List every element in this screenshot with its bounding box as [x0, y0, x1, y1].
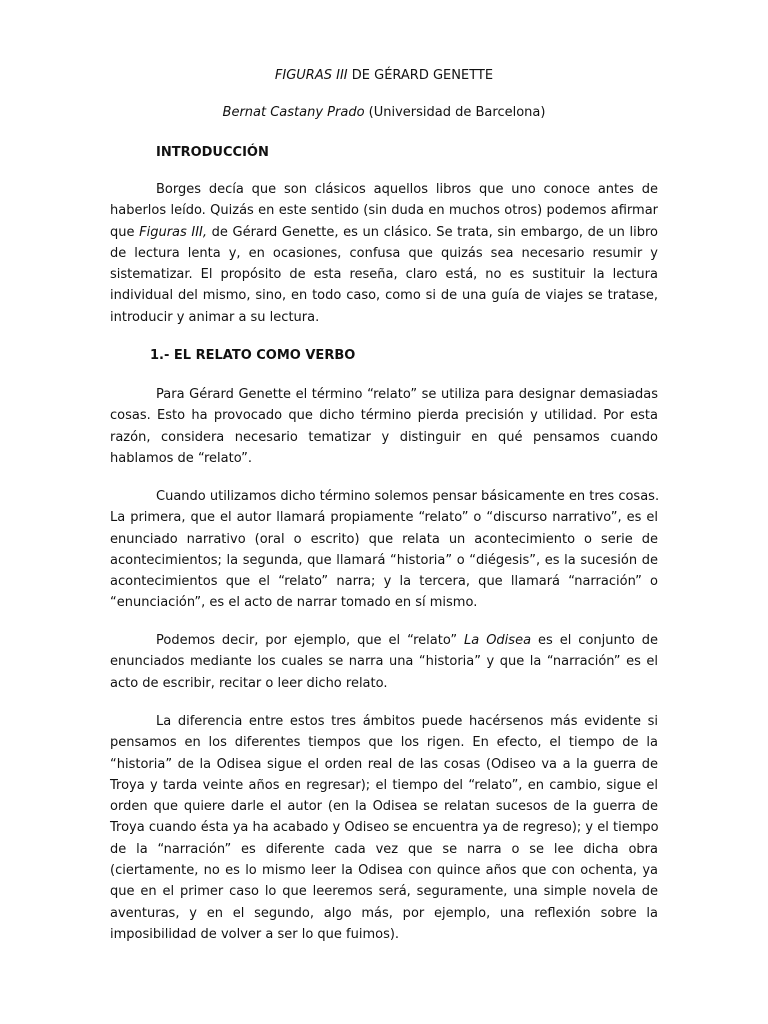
text-line: acontecimientos que el “relato” narra; y la tercera, que llamará “narración” o	[110, 574, 658, 590]
author-name: Bernat Castany Prado	[222, 105, 365, 120]
text-segment: de Gérard Genette, es un clásico. Se trata, sin embargo, de un libro	[207, 224, 659, 240]
text-line: haberlos leído. Quizás en este sentido (sin duda en muchos otros) podemos afirmar	[110, 203, 658, 219]
title-rest: DE GÉRARD GENETTE	[347, 68, 494, 83]
text-line: que en el primer caso lo que leeremos será, seguramente, una simple novela de	[110, 884, 658, 900]
text-line: (ciertamente, no es lo mismo leer la Odisea con quince años que con ochenta, ya	[110, 863, 658, 879]
italic-text: Figuras III,	[139, 224, 208, 240]
paragraph-2	[110, 384, 658, 469]
text-line: de lectura lenta y, en ocasiones, confusa que quizás sea necesario resumir y	[110, 245, 658, 261]
author-line	[110, 104, 658, 122]
text-segment: es el conjunto de	[531, 633, 658, 648]
text-line: pensamos en los diferentes tiempos que los rigen. En efecto, el tiempo de la	[110, 735, 658, 751]
text-line: Borges decía que son clásicos aquellos libros que uno conoce antes de	[156, 182, 658, 197]
paragraph-3	[110, 486, 658, 614]
title-italic: FIGURAS III	[274, 68, 348, 83]
text-line: acontecimientos; la segunda, que llamará “historia” o “diégesis”, es la sucesión de	[110, 552, 658, 568]
text-line: La primera, que el autor llamará propiamente “relato” o “discurso narrativo”, es el	[110, 510, 658, 526]
text-line	[110, 222, 658, 243]
text-line: sistematizar. El propósito de esta reseña, claro está, no es sustituir la lectura	[110, 267, 658, 283]
text-line: razón, considera necesario tematizar y distinguir en qué pensamos cuando	[110, 429, 658, 445]
text-line: individual del mismo, sino, en todo caso, como si de una guía de viajes se tratase,	[110, 288, 658, 304]
text-line: enunciado narrativo (oral o escrito) que relata un acontecimiento o serie de	[110, 531, 658, 547]
italic-text: La Odisea	[464, 633, 532, 648]
paragraph-4	[110, 630, 658, 694]
text-line: Troya y tarda veinte años en regresar); el tiempo del “relato”, en cambio, sigue el	[110, 777, 658, 793]
text-line: cosas. Esto ha provocado que dicho término pierda precisión y utilidad. Por esta	[110, 408, 658, 424]
text-segment: Podemos decir, por ejemplo, que el “relato”	[156, 633, 465, 648]
text-line: imposibilidad de volver a ser lo que fuimos).	[110, 926, 400, 942]
paragraph-5	[110, 711, 658, 945]
text-line: “enunciación”, es el acto de narrar tomado en sí mismo.	[110, 595, 478, 611]
document-title	[110, 67, 658, 85]
heading-section-1: 1.- EL RELATO COMO VERBO	[150, 348, 356, 363]
paragraph-1	[110, 179, 658, 328]
text-line: aventuras, y en el segundo, algo más, por ejemplo, una reflexión sobre la	[110, 905, 658, 921]
text-line: introducir y animar a su lectura.	[110, 309, 320, 325]
heading-introduction: INTRODUCCIÓN	[156, 145, 269, 160]
text-line: Troya cuando ésta ya ha acabado y Odiseo se encuentra ya de regreso); y el tiempo	[110, 820, 659, 836]
text-line: acto de escribir, recitar o leer dicho relato.	[110, 675, 388, 691]
text-segment: que	[110, 224, 140, 240]
text-line	[110, 630, 658, 651]
text-line: orden que quiere darle el autor (en la Odisea se relatan sucesos de la guerra de	[110, 799, 658, 815]
text-line: Para Gérard Genette el término “relato” se utiliza para designar demasiadas	[156, 387, 658, 402]
text-line: “historia” de la Odisea sigue el orden real de las cosas (Odiseo va a la guerra de	[110, 756, 658, 772]
text-line: Cuando utilizamos dicho término solemos pensar básicamente en tres cosas.	[156, 489, 660, 504]
text-line: de la “narración” es diferente cada vez que se narra o se lee dicha obra	[110, 841, 658, 857]
text-line: hablamos de “relato”.	[110, 450, 253, 466]
text-line: enunciados mediante los cuales se narra una “historia” y que la “narración” es el	[110, 654, 658, 670]
author-affiliation: (Universidad de Barcelona)	[364, 105, 546, 120]
text-line: La diferencia entre estos tres ámbitos puede hacérsenos más evidente si	[156, 714, 658, 729]
